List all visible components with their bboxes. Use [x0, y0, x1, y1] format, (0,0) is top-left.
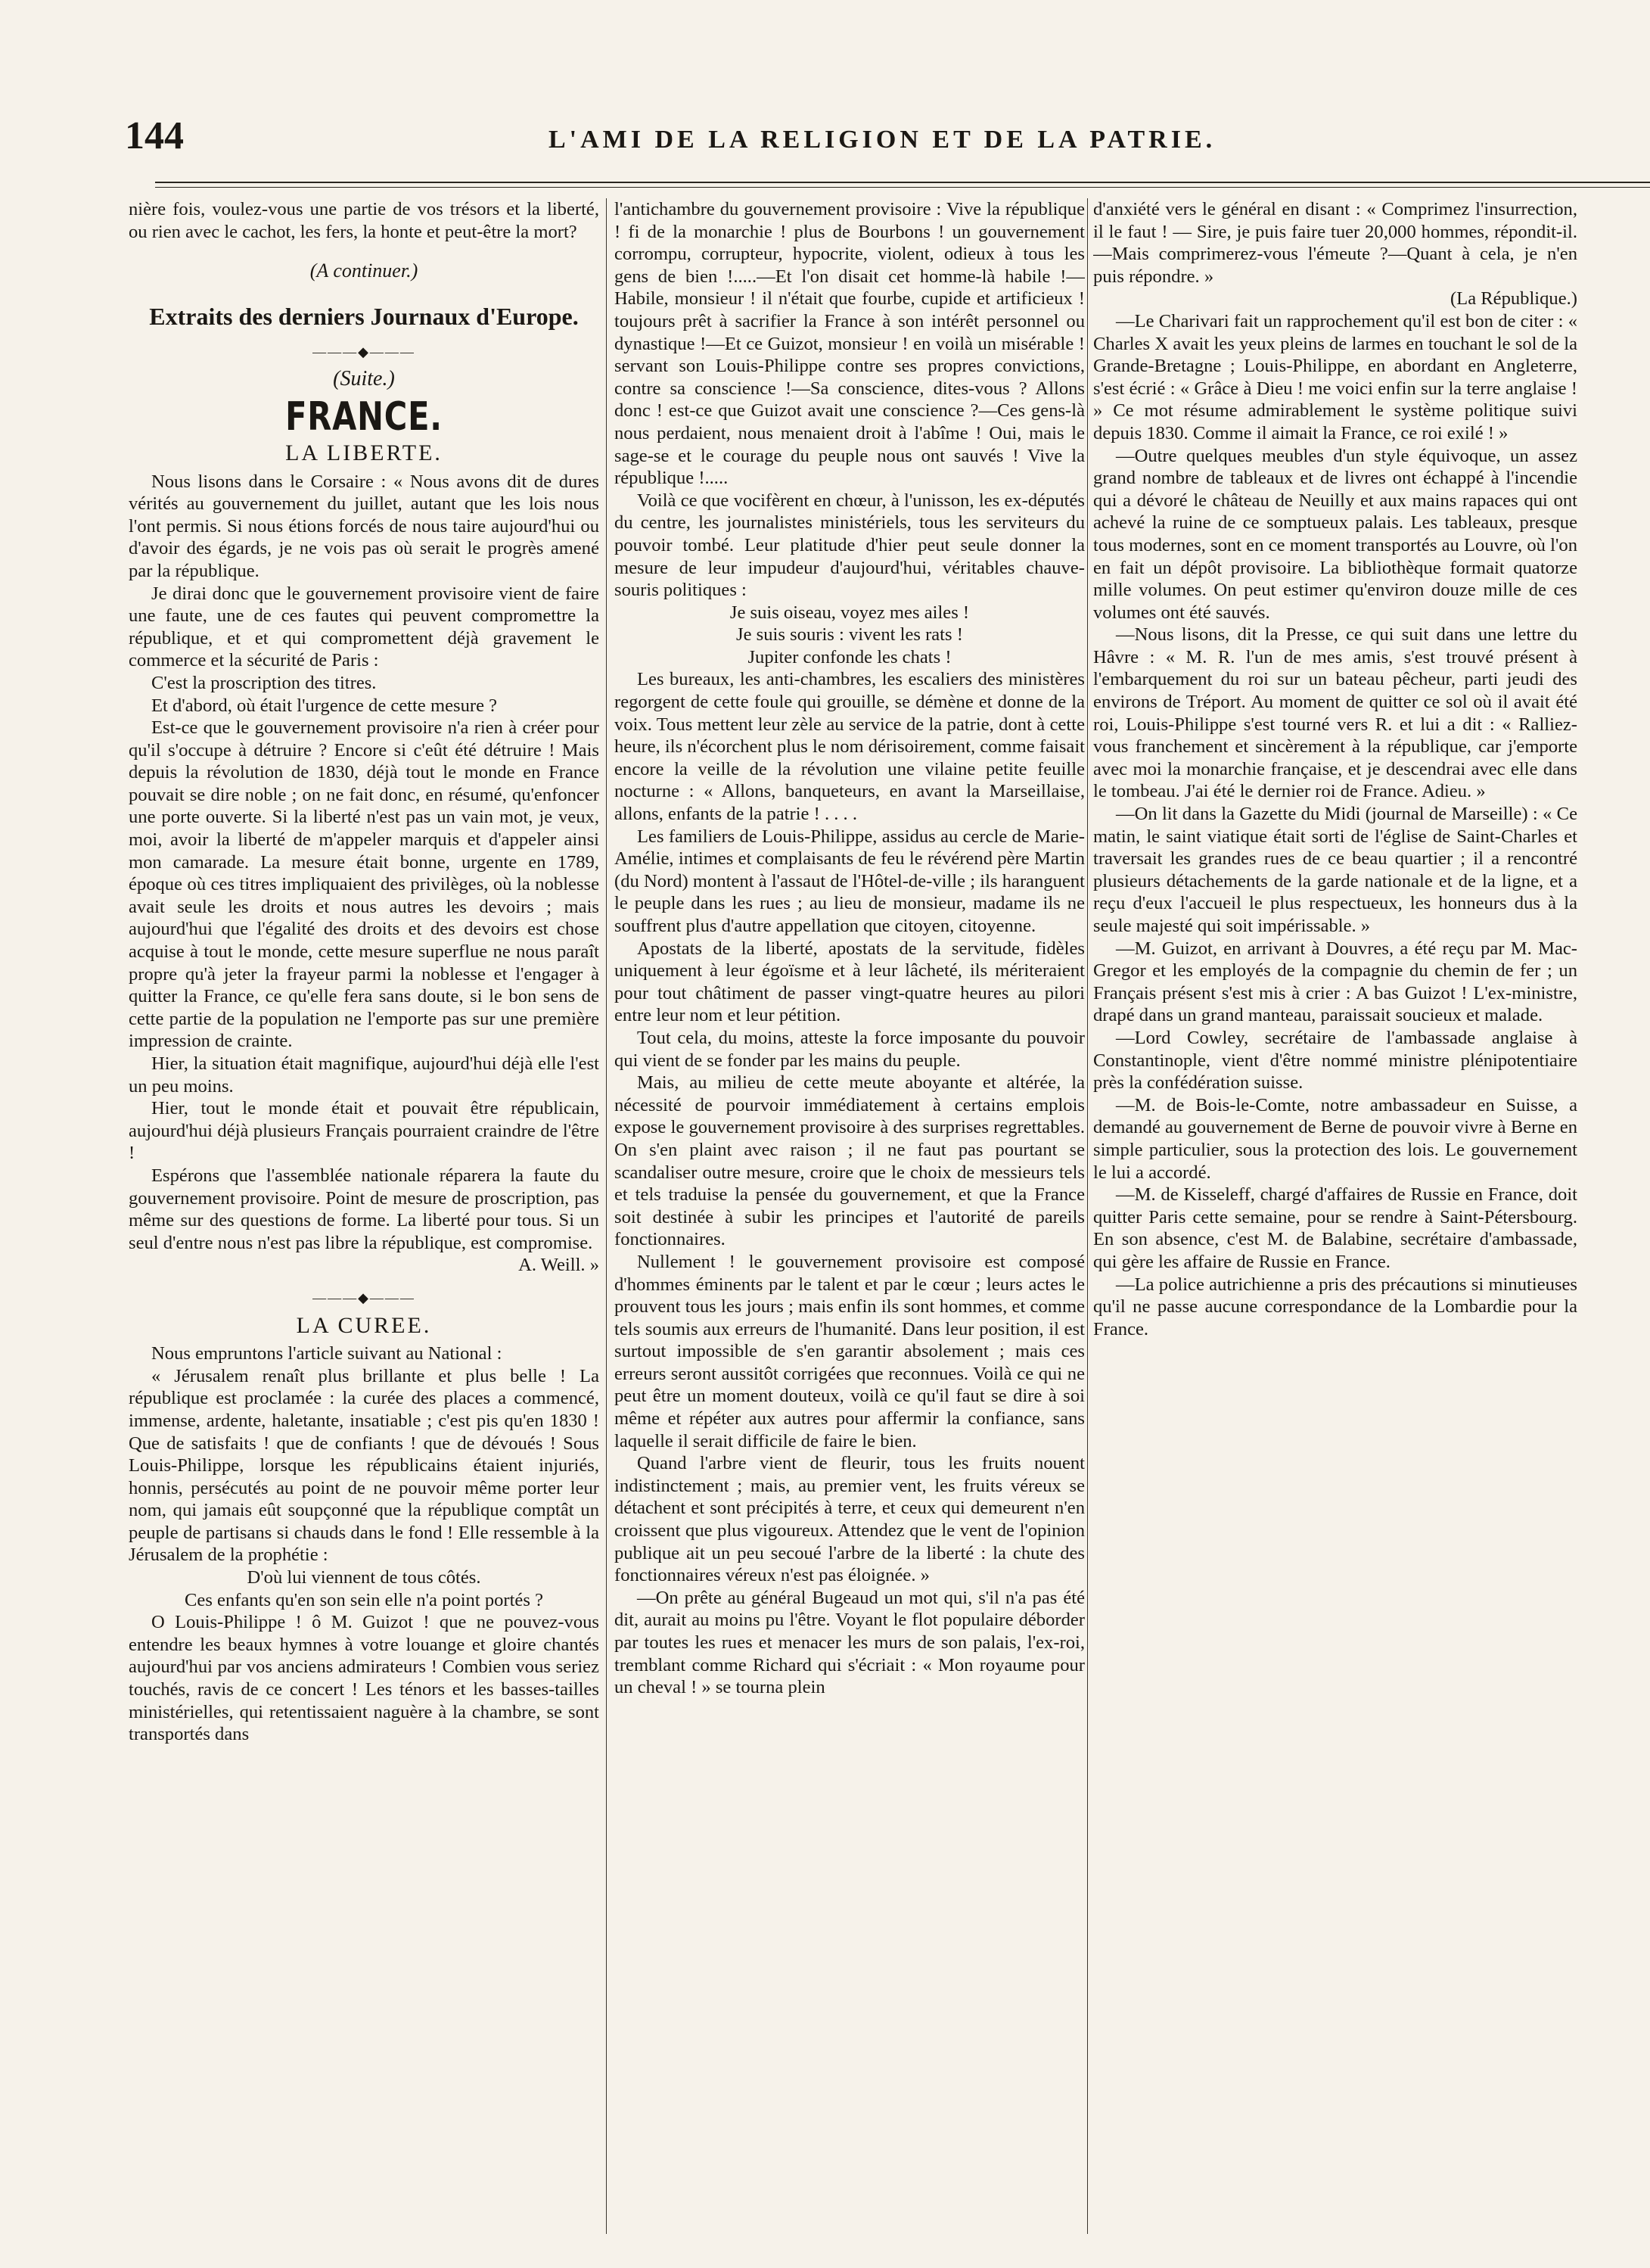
signature: A. Weill. »	[518, 1255, 599, 1276]
paragraph: Hier, tout le monde était et pouvait être républicain, aujourd'hui déjà plusieurs Français pourraient craindre de l'être !	[129, 1098, 599, 1164]
paragraph: —M. Guizot, en arrivant à Douvres, a été reçu par M. Mac-Gregor et les employés de la compagnie du chemin de fer ; un Français présent s'est mis à crier : A bas Guizot ! L'ex-ministre, drapé dans un grand manteau, paraissait soucieux et malade.	[1093, 938, 1577, 1026]
paragraph: Espérons que l'assemblée nationale réparera la faute du gouvernement provisoire. Point de mesure de proscription, pas même sur des questions de forme. La liberté pour tous. Si un seul d'entre nous n'est pas libre la république, est compromise.	[129, 1165, 599, 1253]
source-citation: (La République.)	[1450, 288, 1577, 310]
header-rule	[155, 182, 1650, 183]
column-1	[129, 198, 599, 2242]
paragraph: —Le Charivari fait un rapprochement qu'il est bon de citer : « Charles X avait les yeux pleins de larmes en touchant le sol de la Grande-Bretagne ; Louis-Philippe, en abordant en Angleterre, s'est écrié : « Grâce à Dieu ! me voici enfin sur la terre anglaise ! » Ce mot résume admirablement le système politique suivi depuis 1830. Comme il aimait la France, ce roi exilé ! »	[1093, 310, 1577, 443]
verse-line: D'où lui viennent de tous côtés.	[247, 1567, 481, 1588]
column-3	[1093, 198, 1577, 2242]
paragraph: nière fois, voulez-vous une partie de vos trésors et la liberté, ou rien avec le cachot, les fers, la honte et peut-être la mort?	[129, 199, 599, 242]
article-title-liberte: LA LIBERTE.	[285, 440, 443, 465]
running-title: L'AMI DE LA RELIGION ET DE LA PATRIE.	[548, 126, 1217, 154]
paragraph: l'antichambre du gouvernement provisoire : Vive la république ! fi de la monarchie ! plus de Bourbons ! un gouvernement corrompu, corrupteur, hypocrite, violent, odieux à tous les gens de bien !.....—Et l'on disait cet homme-là habile !—Habile, monsieur ! il n'était que fourbe, cupide et artificieux ! toujours prêt à sacrifier la France à son intérêt personnel ou dynastique !—Et ce Guizot, monsieur ! en voilà un misérable ! servant son Louis-Philippe contre ses propres convictions, contre sa conscience !—Sa conscience, dites-vous ? Allons donc ! est-ce que Guizot avait une conscience ?—Ces gens-là nous perdaient, nous menaient droit à l'abîme ! Oui, mais le sage-se et le courage du peuple nous ont sauvés ! Vive la république !.....	[614, 199, 1085, 489]
section-title: Extraits des derniers Journaux d'Europe.	[149, 302, 579, 330]
paragraph: Et d'abord, où était l'urgence de cette mesure ?	[151, 695, 498, 716]
paragraph: Nullement ! le gouvernement provisoire est composé d'hommes éminents par le talent et par le cœur ; leurs actes le prouvent tous les jours ; mais enfin ils sont hommes, et comme tels soumis aux erreurs de l'humanité. Dans leur position, il est surtout impossible de s'en garantir absolement ; mais ces erreurs seront aussitôt corrigées que reconnues. Voilà ce qui ne peut être un moment douteux, voilà ce qu'il faut se dire à soi même et répéter aux autres pour affermir la confiance, sans laquelle il serait difficile de faire le bien.	[614, 1251, 1085, 1451]
paragraph: —Outre quelques meubles d'un style équivoque, un assez grand nombre de tableaux et de livres ont échappé à l'incendie qui a dévoré le château de Neuilly et aux mains rapaces qui ont achevé la ruine de ce somptueux palais. Les tableaux, presque tous modernes, sont en ce moment transportés au Louvre, où l'on en fait un dépôt provisoire. La bibliothèque formait quatorze mille volumes. On peut estimer qu'environ douze mille de ces volumes ont été sauvés.	[1093, 445, 1577, 623]
paragraph: « Jérusalem renaît plus brillante et plus belle ! La république est proclamée : la curée des places a commencé, immense, ardente, haletante, insatiable ; c'est pis qu'en 1830 ! Que de satisfaits ! que de confiants ! que de dévoués ! Sous Louis-Philippe, lorsque les républicains étaient injuriés, honnis, persécutés au point de ne pouvoir même porter leur nom, qui jamais eût soupçonné que la république comptât un peuple de partisans si chauds dans le fond ! Elle ressemble à la Jérusalem de la prophétie :	[129, 1365, 599, 1566]
column-divider-1	[606, 198, 607, 2234]
paragraph: —M. de Kisseleff, chargé d'affaires de Russie en France, doit quitter Paris cette semaine, pour se rendre à Saint-Pétersbourg. En son absence, c'est M. de Balabine, secrétaire d'ambassade, qui gère les affaire de Russie en France.	[1093, 1184, 1577, 1272]
paragraph: Est-ce que le gouvernement provisoire n'a rien à créer pour qu'il s'occupe à détruire ? Encore si c'eût été détruire ! Mais depuis la révolution de 1830, déjà tout le monde en France pouvait se dire noble ; on ne fait donc, en résumé, qu'enfoncer une porte ouverte. Si la liberté n'est pas un vain mot, je veux, moi, avoir la liberté de m'appeler marquis et d'appeler ainsi mon camarade. La mesure était bonne, urgente en 1789, époque où ces titres impliquaient des privilèges, où la noblesse avait seule les droits et nous autres les devoirs ; mais aujourd'hui que l'égalité des droits et des devoirs est chose acquise à tout le monde, cette mesure superflue ne nous paraît propre qu'à jeter la frayeur parmi la noblesse et l'engager à quitter la France, ce qu'elle fera sans doute, si le bon sens de cette partie de la population ne l'emporte pas sur une première impression de crainte.	[129, 717, 599, 1052]
suite-note: (Suite.)	[333, 367, 395, 391]
paragraph: C'est la proscription des titres.	[151, 672, 377, 693]
paragraph: Quand l'arbre vient de fleurir, tous les fruits nouent indistinctement ; mais, au premier vent, les fruits véreux se détachent et sont précipités à terre, et ceux qui demeurent n'en croissent que plus vigoureux. Attendez que le vent de l'opinion publique ait un peu secoué l'arbre de la liberté : la chute des fonctionnaires véreux n'est pas éloignée. »	[614, 1453, 1085, 1586]
paragraph: —Nous lisons, dit la Presse, ce qui suit dans une lettre du Hâvre : « M. R. l'un de mes amis, s'est trouvé présent à l'embarquement du roi sur un bateau pêcheur, parti jeudi des environs de Tréport. Au moment de quitter ce sol où il avait été roi, Louis-Philippe s'est tourné vers R. et lui a dit : « Ralliez-vous franchement et sincèrement à la république, car j'emporte avec moi la monarchie française, et je descendrai avec elle dans le tombeau. J'ai été le dernier roi de France. Adieu. »	[1093, 624, 1577, 802]
verse-line: Je suis oiseau, voyez mes ailes !	[729, 602, 970, 623]
verse-line: Jupiter confonde les chats !	[747, 646, 952, 667]
column-2	[614, 198, 1085, 2242]
paragraph: Nous empruntons l'article suivant au National :	[151, 1343, 502, 1364]
paragraph: Les familiers de Louis-Philippe, assidus au cercle de Marie-Amélie, intimes et complaisants de feu le révérend père Martin (du Nord) montent à l'assaut de l'Hôtel-de-ville ; ils haranguent le peuple dans les rues ; au lieu de monsieur, madame ils ne souffrent plus d'autre appellation que citoyen, citoyenne.	[614, 826, 1085, 936]
ornament-divider: ———◆———	[312, 1290, 415, 1305]
paragraph: —On prête au général Bugeaud un mot qui, s'il n'a pas été dit, aurait au moins pu l'être. Voyant le flot populaire déborder par toutes les rues et menacer les murs de son palais, l'ex-roi, tremblant comme Richard qui s'écriait : « Mon royaume pour un cheval ! » se tourna plein	[614, 1587, 1085, 1698]
column-divider-2	[1087, 198, 1088, 2234]
continuation-note: (A continuer.)	[309, 260, 418, 282]
page-number: 144	[125, 114, 184, 157]
ornament-divider: ———◆———	[312, 344, 415, 359]
paragraph: Tout cela, du moins, atteste la force imposante du pouvoir qui vient de se fonder par les mains du peuple.	[614, 1027, 1085, 1071]
paragraph: —Lord Cowley, secrétaire de l'ambassade anglaise à Constantinople, vient d'être nommé ministre plénipotentiaire près la confédération suisse.	[1093, 1027, 1577, 1094]
article-title-curee: LA CUREE.	[296, 1312, 432, 1338]
paragraph: Les bureaux, les anti-chambres, les escaliers des ministères regorgent de cette foule qui grouille, se démène et donne de la voix. Tous mettent leur zèle au service de la patrie, dont à cette heure, ils n'écorchent plus le nom dérisoirement, comme faisait encore la veille de la révolution une vilaine petite feuille nocturne : « Allons, banqueteurs, en avant la Marseillaise, allons, enfants de la patrie ! . . . .	[614, 669, 1085, 825]
header-rule-thin	[155, 187, 1650, 188]
paragraph: Je dirai donc que le gouvernement provisoire vient de faire une faute, une de ces fautes qui peuvent compromettre la république, et et qui compromettent déjà gravement le commerce et la sécurité de Paris :	[129, 583, 599, 671]
paragraph: Apostats de la liberté, apostats de la servitude, fidèles uniquement à leur égoïsme et à leur lâcheté, ils mériteraient pour tout châtiment de passer vingt-quatre heures au pilori entre leur nom et leur pétition.	[614, 938, 1085, 1026]
paragraph: d'anxiété vers le général en disant : « Comprimez l'insurrection, il le faut ! — Sire, je puis faire tuer 20,000 hommes, répondit-il.—Mais comprimerez-vous l'émeute ?—Quant à cela, je n'en puis répondre. »	[1093, 199, 1577, 287]
verse-line: Je suis souris : vivent les rats !	[736, 624, 963, 646]
paragraph: —M. de Bois-le-Comte, notre ambassadeur en Suisse, a demandé au gouvernement de Berne de pouvoir vivre à Berne en simple particulier, sous la protection des lois. Le gouvernement le lui a accordé.	[1093, 1094, 1577, 1183]
paragraph: Mais, au milieu de cette meute aboyante et altérée, la nécessité de pourvoir immédiatement à certains emplois expose le gouvernement provisoire à des surprises regrettables. On s'en plaint avec raison ; il ne faut pas pourtant se scandaliser outre mesure, croire que le choix de messieurs tels et tels traduise la pensée du gouvernement, et que la France soit destinée à subir les principes et l'autorité de pareils fonctionnaires.	[614, 1072, 1085, 1250]
paragraph: Nous lisons dans le Corsaire : « Nous avons dit de dures vérités au gouvernement du juillet, autant que les lois nous l'ont permis. Si nous étions forcés de nous taire aujourd'hui ou d'avoir des égards, je ne vois pas où serait le progrès amené par la république.	[129, 471, 599, 581]
page-header	[125, 114, 1551, 166]
verse-line: Ces enfants qu'en son sein elle n'a point portés ?	[185, 1589, 543, 1610]
paragraph: Hier, la situation était magnifique, aujourd'hui déjà elle l'est un peu moins.	[129, 1053, 599, 1097]
paragraph: —La police autrichienne a pris des précautions si minutieuses qu'il ne passe aucune correspondance de la Lombardie pour la France.	[1093, 1274, 1577, 1339]
country-heading: FRANCE.	[285, 394, 443, 440]
paragraph: Voilà ce que vocifèrent en chœur, à l'unisson, les ex-députés du centre, les journalistes ministériels, tous les serviteurs du pouvoir tombé. Leur platitude d'hier peut seule donner la mesure de leur impudeur d'aujourd'hui, véritables chauve-souris politiques :	[614, 490, 1085, 601]
paragraph: —On lit dans la Gazette du Midi (journal de Marseille) : « Ce matin, le saint viatique était sorti de l'église de Saint-Charles et traversait les grandes rues de ce beau quartier ; il a rencontré plusieurs détachements de la garde nationale et de la ligne, et a reçu d'eux l'accueil le plus respectueux, les honneurs dus à la seule majesté qui soit impérissable. »	[1093, 804, 1577, 936]
paragraph: O Louis-Philippe ! ô M. Guizot ! que ne pouvez-vous entendre les beaux hymnes à votre louange et gloire chantés aujourd'hui par vos anciens admirateurs ! Combien vous seriez touchés, ravis de ce concert ! Les ténors et les basses-tailles ministérielles, qui retentissaient naguère à la chambre, se sont transportés dans	[129, 1612, 599, 1745]
